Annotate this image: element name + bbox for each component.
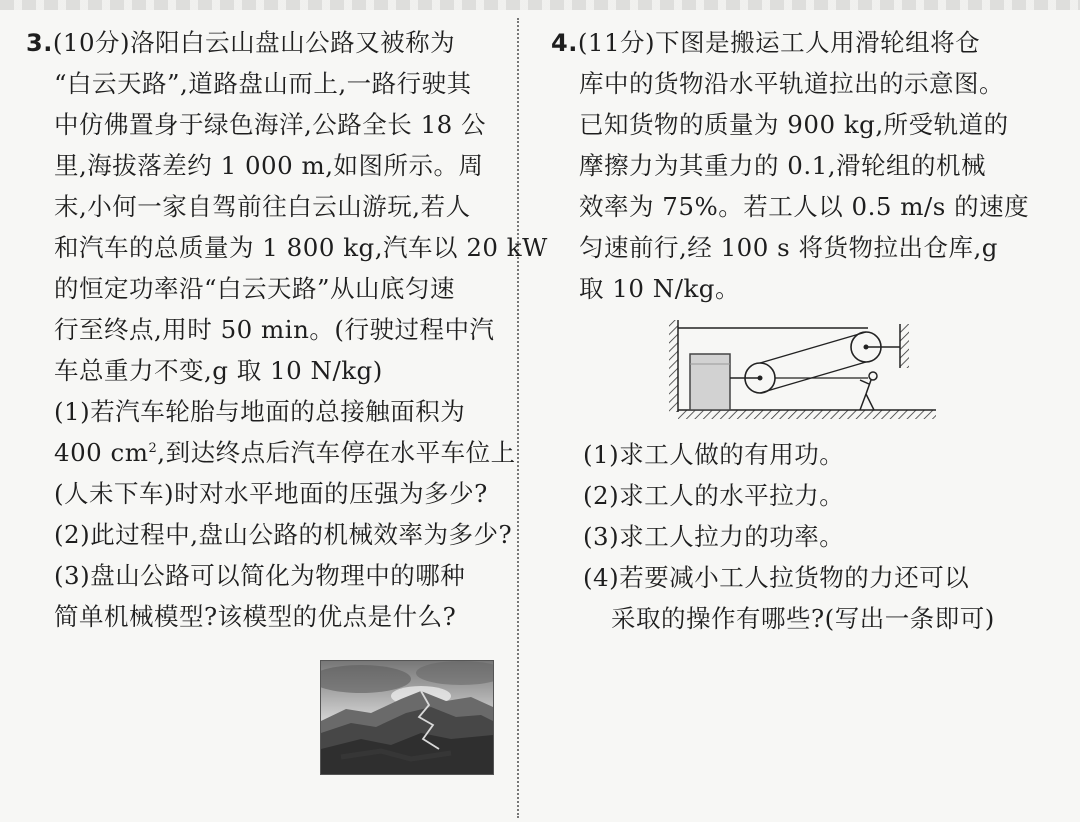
cargo-box xyxy=(690,354,730,410)
q4-line-1: 库中的货物沿水平轨道拉出的示意图。 xyxy=(579,69,1004,98)
q4-sub-4-line1: (4)若要减小工人拉货物的力还可以 xyxy=(583,563,970,592)
q3-sub1-line3: (人未下车)时对水平地面的压强为多少? xyxy=(54,479,488,508)
q4-subquestions xyxy=(583,434,995,639)
q4-sub-2: (2)求工人的水平拉力。 xyxy=(583,481,845,510)
left-wall xyxy=(669,320,678,412)
q4-line-4: 效率为 75%。若工人以 0.5 m/s 的速度 xyxy=(579,192,1030,221)
q4-line-5: 匀速前行,经 100 s 将货物拉出仓库,g xyxy=(579,233,998,262)
q3-line-2: 中仿佛置身于绿色海洋,公路全长 18 公 xyxy=(54,110,487,139)
ground xyxy=(678,410,936,419)
q3-line-3: 里,海拔落差约 1 000 m,如图所示。周 xyxy=(54,151,484,180)
q4-sub-4-line2: 采取的操作有哪些?(写出一条即可) xyxy=(611,604,995,633)
pulley-diagram xyxy=(668,318,940,428)
q4-sub-3: (3)求工人拉力的功率。 xyxy=(583,522,845,551)
mountain-photo-svg xyxy=(321,661,493,774)
q3-line-7: 行至终点,用时 50 min。(行驶过程中汽 xyxy=(54,315,495,344)
q3-line-1: “白云天路”,道路盘山而上,一路行驶其 xyxy=(54,69,472,98)
q3-line-0: 3.(10分)洛阳白云山盘山公路又被称为 xyxy=(26,28,456,57)
question-4 xyxy=(551,22,1031,309)
question-3 xyxy=(26,22,548,637)
column-divider xyxy=(517,18,519,818)
q4-line-6: 取 10 N/kg。 xyxy=(579,274,740,303)
page-top-edge xyxy=(0,0,1080,10)
right-wall xyxy=(900,324,909,368)
q4-line-2: 已知货物的质量为 900 kg,所受轨道的 xyxy=(579,110,1009,139)
q3-sub1-line1: (1)若汽车轮胎与地面的总接触面积为 xyxy=(54,397,466,426)
q4-line-0: 4.(11分)下图是搬运工人用滑轮组将仓 xyxy=(551,28,981,57)
mountain-road-photo xyxy=(320,660,494,775)
q3-line-5: 和汽车的总质量为 1 800 kg,汽车以 20 kW xyxy=(54,233,548,262)
q3-sub3-line2: 简单机械模型?该模型的优点是什么? xyxy=(54,602,457,631)
q3-sub2: (2)此过程中,盘山公路的机械效率为多少? xyxy=(54,520,513,549)
q4-line-3: 摩擦力为其重力的 0.1,滑轮组的机械 xyxy=(579,151,987,180)
pulley-diagram-svg xyxy=(668,318,940,428)
q4-sub-1: (1)求工人做的有用功。 xyxy=(583,440,845,469)
q3-sub3-line1: (3)盘山公路可以简化为物理中的哪种 xyxy=(54,561,466,590)
q3-sub1-line2: 400 $cm^2$,到达终点后汽车停在水平车位上 xyxy=(54,438,516,467)
q3-line-6: 的恒定功率沿“白云天路”从山底匀速 xyxy=(54,274,456,303)
q3-line-4: 末,小何一家自驾前往白云山游玩,若人 xyxy=(54,192,471,221)
q4-number: 4. xyxy=(551,29,578,57)
q3-line-8: 车总重力不变,g 取 10 N/kg) xyxy=(54,356,383,385)
q3-number: 3. xyxy=(26,29,53,57)
